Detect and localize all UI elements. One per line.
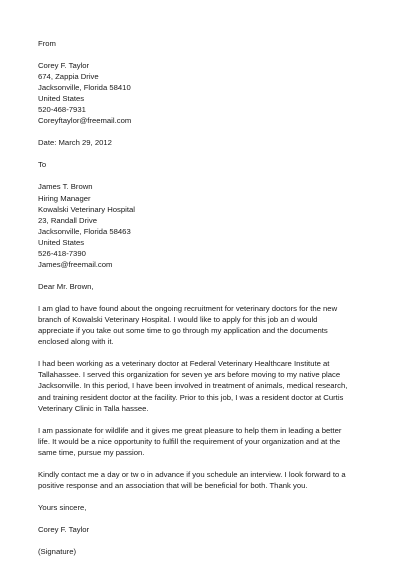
recipient-company: Kowalski Veterinary Hospital	[38, 204, 135, 214]
spacer	[38, 535, 368, 546]
recipient-address-block	[38, 181, 368, 270]
letter-body	[38, 38, 368, 557]
sender-phone: 520-468-7931	[38, 105, 86, 115]
recipient-street: 23, Randall Drive	[38, 215, 97, 225]
paragraph-line: I had been working as a veterinary doctor at Federal Veterinary Healthcare Institute at	[38, 359, 330, 369]
paragraph-line: Tallahassee. I served this organization for seven ye ars before moving to my native place	[38, 370, 341, 380]
sender-name: Corey F. Taylor	[38, 60, 90, 70]
spacer	[38, 292, 368, 303]
spacer	[38, 458, 368, 469]
paragraph-line: positive response and an association that will be beneficial for both. Thank you.	[38, 480, 308, 490]
signature-placeholder: (Signature)	[38, 546, 77, 556]
spacer	[38, 270, 368, 281]
body-paragraph-3	[38, 425, 366, 458]
paragraph-line: Jacksonville. In this period, I have been involved in treatment of animals, medical research,	[38, 381, 348, 391]
paragraph-line: I am glad to have found about the ongoing recruitment for veterinary doctors for the new	[38, 304, 338, 314]
spacer	[38, 414, 368, 425]
spacer	[38, 513, 368, 524]
paragraph-line: appreciate if you take out some time to go through my application and the documents	[38, 326, 328, 336]
spacer	[38, 171, 368, 182]
salutation: Dear Mr. Brown,	[38, 282, 94, 292]
date-line: Date: March 29, 2012	[38, 138, 112, 148]
sender-address-block	[38, 60, 368, 127]
recipient-email: James@freemail.com	[38, 260, 113, 270]
paragraph-line: life. It would be a nice opportunity to fulfill the requirement of your organization and at the	[38, 436, 341, 446]
sender-country: United States	[38, 94, 85, 104]
spacer	[38, 49, 368, 60]
recipient-country: United States	[38, 237, 85, 247]
closing: Yours sincere,	[38, 502, 87, 512]
paragraph-line: Kindly contact me a day or tw o in advance if you schedule an interview. I look forward to a	[38, 469, 346, 479]
body-paragraph-1	[38, 303, 366, 347]
paragraph-line: I am passionate for wildlife and it gives me great pleasure to help them in leading a better	[38, 425, 342, 435]
sender-city: Jacksonville, Florida 58410	[38, 83, 131, 93]
paragraph-line: and training resident doctor at the facility. Prior to this job, I was a resident doctor at Curtis	[38, 392, 344, 402]
sender-street: 674, Zappia Drive	[38, 72, 99, 82]
recipient-name: James T. Brown	[38, 182, 93, 192]
body-paragraph-4	[38, 469, 366, 491]
spacer	[38, 491, 368, 502]
recipient-phone: 526-418-7390	[38, 248, 86, 258]
recipient-title: Hiring Manager	[38, 193, 91, 203]
paragraph-line: same time, pursue my passion.	[38, 447, 145, 457]
spacer	[38, 347, 368, 358]
spacer	[38, 127, 368, 138]
body-paragraph-2	[38, 358, 366, 413]
paragraph-line: branch of Kowalski Veterinary Hospital. I would like to apply for this job an d would	[38, 315, 318, 325]
from-heading: From	[38, 39, 56, 48]
to-heading: To	[38, 160, 47, 170]
sender-email: Coreyftaylor@freemail.com	[38, 116, 132, 126]
signoff-name: Corey F. Taylor	[38, 524, 90, 534]
paragraph-line: Veterinary Clinic in Talla hassee.	[38, 403, 149, 413]
paragraph-line: enclosed along with it.	[38, 337, 114, 347]
recipient-city: Jacksonville, Florida 58463	[38, 226, 131, 236]
spacer	[38, 149, 368, 160]
